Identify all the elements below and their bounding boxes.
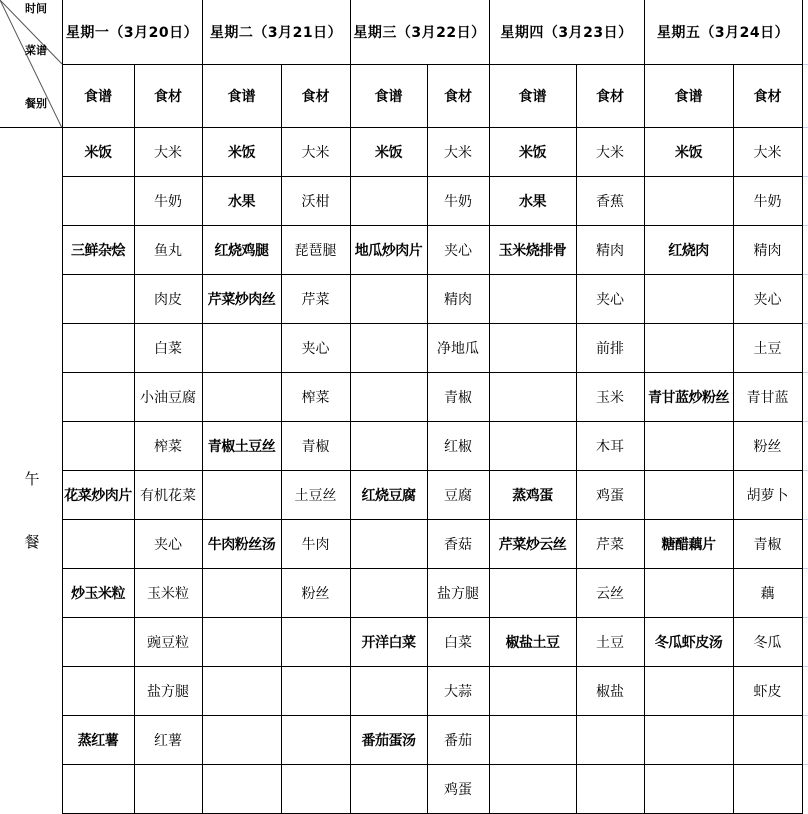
ingredient-cell-fri: 青甘蓝 xyxy=(733,373,802,422)
menu-row xyxy=(0,373,802,422)
ingredient-cell-mon: 肉皮 xyxy=(134,275,202,324)
dish-cell-mon xyxy=(62,275,134,324)
menu-row xyxy=(0,275,802,324)
corner-header-cell xyxy=(0,0,62,128)
ingredient-cell-tue: 粉丝 xyxy=(281,569,350,618)
ingredient-cell-wed: 夹心 xyxy=(427,226,489,275)
dish-cell-mon xyxy=(62,422,134,471)
subheader-dish-tue: 食谱 xyxy=(202,65,281,128)
menu-row xyxy=(0,324,802,373)
ingredient-cell-tue: 青椒 xyxy=(281,422,350,471)
ingredient-cell-fri: 虾皮 xyxy=(733,667,802,716)
ingredient-cell-thu: 鸡蛋 xyxy=(576,471,644,520)
dish-cell-thu: 椒盐土豆 xyxy=(489,618,576,667)
dish-cell-fri xyxy=(644,765,733,814)
ingredient-cell-thu: 椒盐 xyxy=(576,667,644,716)
ingredient-cell-mon: 牛奶 xyxy=(134,177,202,226)
ingredient-cell-fri: 土豆 xyxy=(733,324,802,373)
ingredient-cell-wed: 净地瓜 xyxy=(427,324,489,373)
ingredient-cell-wed: 牛奶 xyxy=(427,177,489,226)
dish-cell-wed xyxy=(350,373,427,422)
day-header-row xyxy=(0,0,802,65)
meal-type-char-2: 餐 xyxy=(24,533,40,551)
day-header-mon: 星期一（3月20日） xyxy=(62,0,202,65)
ingredient-cell-wed: 番茄 xyxy=(427,716,489,765)
subheader-dish-mon: 食谱 xyxy=(62,65,134,128)
ingredient-cell-wed: 精肉 xyxy=(427,275,489,324)
ingredient-cell-tue xyxy=(281,667,350,716)
ingredient-cell-fri: 夹心 xyxy=(733,275,802,324)
ingredient-cell-fri xyxy=(733,716,802,765)
dish-cell-wed: 红烧豆腐 xyxy=(350,471,427,520)
dish-cell-tue: 芹菜炒肉丝 xyxy=(202,275,281,324)
dish-cell-tue xyxy=(202,667,281,716)
menu-row xyxy=(0,177,802,226)
menu-row xyxy=(0,618,802,667)
ingredient-cell-thu: 大米 xyxy=(576,128,644,177)
ingredient-cell-fri: 精肉 xyxy=(733,226,802,275)
meal-type-label xyxy=(22,468,42,552)
dish-cell-tue xyxy=(202,716,281,765)
dish-cell-fri: 冬瓜虾皮汤 xyxy=(644,618,733,667)
dish-cell-tue xyxy=(202,569,281,618)
ingredient-cell-tue: 沃柑 xyxy=(281,177,350,226)
ingredient-cell-mon: 小油豆腐 xyxy=(134,373,202,422)
ingredient-cell-tue xyxy=(281,716,350,765)
ingredient-cell-fri: 胡萝卜 xyxy=(733,471,802,520)
menu-row xyxy=(0,471,802,520)
menu-row xyxy=(0,520,802,569)
dish-cell-tue: 米饭 xyxy=(202,128,281,177)
ingredient-cell-fri: 冬瓜 xyxy=(733,618,802,667)
ingredient-cell-wed: 大蒜 xyxy=(427,667,489,716)
dish-cell-wed xyxy=(350,569,427,618)
ingredient-cell-mon: 白菜 xyxy=(134,324,202,373)
dish-cell-mon xyxy=(62,373,134,422)
dish-cell-fri xyxy=(644,275,733,324)
ingredient-cell-thu xyxy=(576,716,644,765)
dish-cell-thu xyxy=(489,373,576,422)
subheader-dish-wed: 食谱 xyxy=(350,65,427,128)
dish-cell-mon xyxy=(62,520,134,569)
dish-cell-fri xyxy=(644,716,733,765)
dish-cell-tue: 水果 xyxy=(202,177,281,226)
dish-cell-wed: 地瓜炒肉片 xyxy=(350,226,427,275)
dish-cell-mon: 蒸红薯 xyxy=(62,716,134,765)
ingredient-cell-thu: 精肉 xyxy=(576,226,644,275)
dish-cell-thu: 蒸鸡蛋 xyxy=(489,471,576,520)
ingredient-cell-wed: 盐方腿 xyxy=(427,569,489,618)
dish-cell-wed xyxy=(350,765,427,814)
dish-cell-thu xyxy=(489,716,576,765)
menu-row xyxy=(0,716,802,765)
dish-cell-mon: 炒玉米粒 xyxy=(62,569,134,618)
dish-cell-thu xyxy=(489,569,576,618)
dish-cell-thu xyxy=(489,275,576,324)
ingredient-cell-wed: 豆腐 xyxy=(427,471,489,520)
menu-row xyxy=(0,667,802,716)
ingredient-cell-thu: 玉米 xyxy=(576,373,644,422)
dish-cell-thu xyxy=(489,667,576,716)
ingredient-cell-fri: 粉丝 xyxy=(733,422,802,471)
dish-cell-tue xyxy=(202,471,281,520)
ingredient-cell-thu: 芹菜 xyxy=(576,520,644,569)
sheet-edge-gridlines xyxy=(803,64,808,799)
ingredient-cell-wed: 白菜 xyxy=(427,618,489,667)
sub-header-row xyxy=(0,65,802,128)
menu-row xyxy=(0,226,802,275)
dish-cell-tue xyxy=(202,373,281,422)
ingredient-cell-fri: 牛奶 xyxy=(733,177,802,226)
menu-row xyxy=(0,128,802,177)
ingredient-cell-mon: 豌豆粒 xyxy=(134,618,202,667)
ingredient-cell-wed: 青椒 xyxy=(427,373,489,422)
subheader-ingredient-fri: 食材 xyxy=(733,65,802,128)
ingredient-cell-wed: 红椒 xyxy=(427,422,489,471)
ingredient-cell-wed: 大米 xyxy=(427,128,489,177)
ingredient-cell-mon: 大米 xyxy=(134,128,202,177)
ingredient-cell-tue xyxy=(281,618,350,667)
ingredient-cell-fri: 青椒 xyxy=(733,520,802,569)
dish-cell-thu xyxy=(489,324,576,373)
subheader-dish-thu: 食谱 xyxy=(489,65,576,128)
dish-cell-mon: 花菜炒肉片 xyxy=(62,471,134,520)
ingredient-cell-thu: 前排 xyxy=(576,324,644,373)
ingredient-cell-tue: 琵琶腿 xyxy=(281,226,350,275)
dish-cell-tue xyxy=(202,618,281,667)
dish-cell-thu: 玉米烧排骨 xyxy=(489,226,576,275)
ingredient-cell-mon: 榨菜 xyxy=(134,422,202,471)
menu-row xyxy=(0,422,802,471)
ingredient-cell-tue: 大米 xyxy=(281,128,350,177)
corner-meal-label: 餐别 xyxy=(25,96,47,110)
dish-cell-thu: 米饭 xyxy=(489,128,576,177)
dish-cell-mon xyxy=(62,618,134,667)
dish-cell-tue xyxy=(202,765,281,814)
ingredient-cell-fri: 大米 xyxy=(733,128,802,177)
corner-time-label: 时间 xyxy=(25,1,47,15)
dish-cell-wed: 番茄蛋汤 xyxy=(350,716,427,765)
dish-cell-thu xyxy=(489,765,576,814)
menu-row xyxy=(0,765,802,814)
ingredient-cell-thu: 夹心 xyxy=(576,275,644,324)
ingredient-cell-tue: 榨菜 xyxy=(281,373,350,422)
dish-cell-fri xyxy=(644,569,733,618)
meal-type-char-1: 午 xyxy=(24,470,40,488)
dish-cell-thu xyxy=(489,422,576,471)
day-header-tue: 星期二（3月21日） xyxy=(202,0,350,65)
dish-cell-mon: 米饭 xyxy=(62,128,134,177)
dish-cell-mon xyxy=(62,324,134,373)
ingredient-cell-thu: 香蕉 xyxy=(576,177,644,226)
ingredient-cell-fri: 藕 xyxy=(733,569,802,618)
ingredient-cell-tue: 牛肉 xyxy=(281,520,350,569)
menu-row xyxy=(0,569,802,618)
ingredient-cell-thu xyxy=(576,765,644,814)
ingredient-cell-fri xyxy=(733,765,802,814)
day-header-thu: 星期四（3月23日） xyxy=(489,0,644,65)
dish-cell-mon: 三鲜杂烩 xyxy=(62,226,134,275)
ingredient-cell-tue xyxy=(281,765,350,814)
ingredient-cell-tue: 土豆丝 xyxy=(281,471,350,520)
ingredient-cell-tue: 芹菜 xyxy=(281,275,350,324)
dish-cell-fri xyxy=(644,324,733,373)
dish-cell-fri: 米饭 xyxy=(644,128,733,177)
dish-cell-fri xyxy=(644,422,733,471)
dish-cell-tue: 青椒土豆丝 xyxy=(202,422,281,471)
dish-cell-wed xyxy=(350,177,427,226)
ingredient-cell-mon: 玉米粒 xyxy=(134,569,202,618)
ingredient-cell-tue: 夹心 xyxy=(281,324,350,373)
ingredient-cell-mon: 有机花菜 xyxy=(134,471,202,520)
ingredient-cell-thu: 土豆 xyxy=(576,618,644,667)
dish-cell-mon xyxy=(62,765,134,814)
ingredient-cell-mon: 盐方腿 xyxy=(134,667,202,716)
ingredient-cell-thu: 木耳 xyxy=(576,422,644,471)
subheader-ingredient-wed: 食材 xyxy=(427,65,489,128)
ingredient-cell-wed: 鸡蛋 xyxy=(427,765,489,814)
subheader-ingredient-thu: 食材 xyxy=(576,65,644,128)
dish-cell-tue: 红烧鸡腿 xyxy=(202,226,281,275)
ingredient-cell-mon: 红薯 xyxy=(134,716,202,765)
dish-cell-wed xyxy=(350,324,427,373)
dish-cell-thu: 芹菜炒云丝 xyxy=(489,520,576,569)
dish-cell-wed xyxy=(350,667,427,716)
ingredient-cell-mon xyxy=(134,765,202,814)
dish-cell-fri: 红烧肉 xyxy=(644,226,733,275)
dish-cell-fri xyxy=(644,177,733,226)
ingredient-cell-mon: 鱼丸 xyxy=(134,226,202,275)
dish-cell-fri: 糖醋藕片 xyxy=(644,520,733,569)
dish-cell-fri: 青甘蓝炒粉丝 xyxy=(644,373,733,422)
day-header-wed: 星期三（3月22日） xyxy=(350,0,489,65)
ingredient-cell-wed: 香菇 xyxy=(427,520,489,569)
dish-cell-wed: 米饭 xyxy=(350,128,427,177)
subheader-ingredient-mon: 食材 xyxy=(134,65,202,128)
dish-cell-tue xyxy=(202,324,281,373)
dish-cell-fri xyxy=(644,471,733,520)
dish-cell-fri xyxy=(644,667,733,716)
dish-cell-mon xyxy=(62,667,134,716)
dish-cell-wed xyxy=(350,275,427,324)
subheader-dish-fri: 食谱 xyxy=(644,65,733,128)
dish-cell-wed: 开洋白菜 xyxy=(350,618,427,667)
corner-menu-label: 菜谱 xyxy=(25,43,47,57)
dish-cell-wed xyxy=(350,422,427,471)
dish-cell-thu: 水果 xyxy=(489,177,576,226)
dish-cell-wed xyxy=(350,520,427,569)
ingredient-cell-thu: 云丝 xyxy=(576,569,644,618)
dish-cell-mon xyxy=(62,177,134,226)
dish-cell-tue: 牛肉粉丝汤 xyxy=(202,520,281,569)
subheader-ingredient-tue: 食材 xyxy=(281,65,350,128)
day-header-fri: 星期五（3月24日） xyxy=(644,0,802,65)
ingredient-cell-mon: 夹心 xyxy=(134,520,202,569)
